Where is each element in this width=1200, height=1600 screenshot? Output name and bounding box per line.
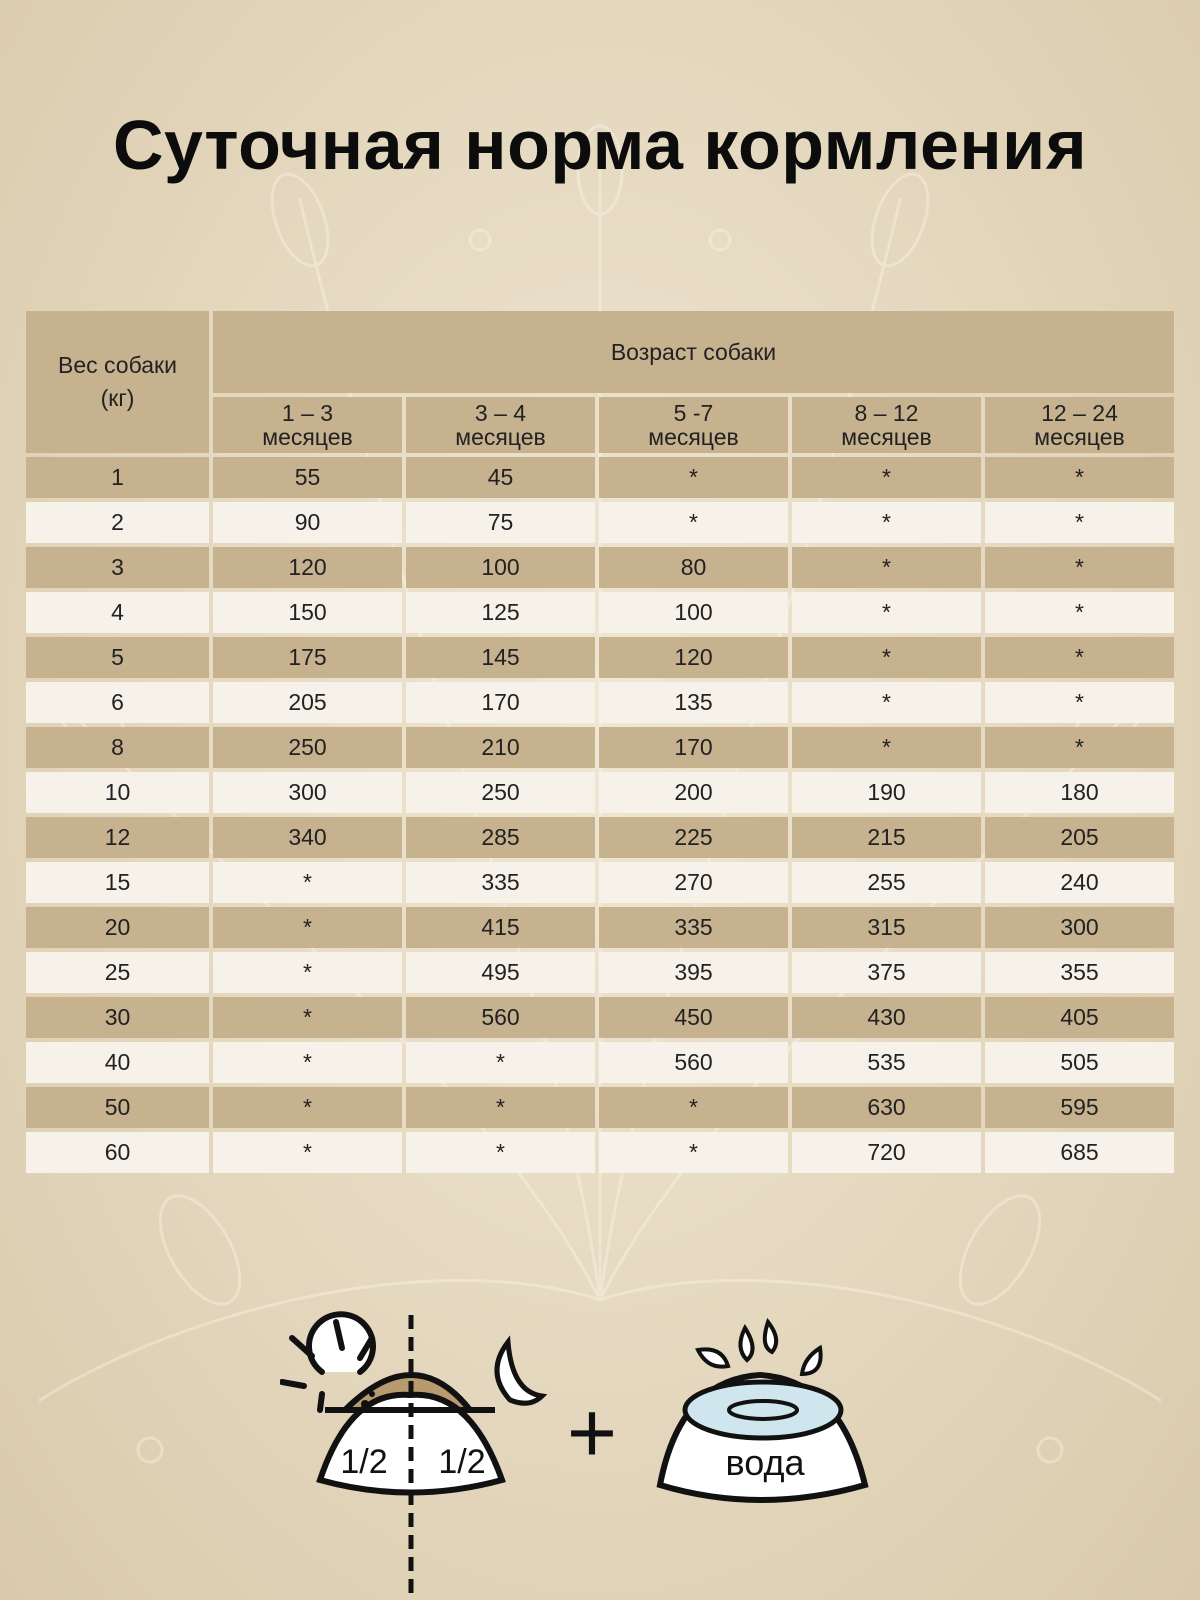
food-bowl-left-label: 1/2 <box>340 1443 388 1481</box>
weight-cell: 60 <box>26 1132 209 1173</box>
amount-cell: * <box>213 952 402 993</box>
amount-cell: * <box>599 1132 788 1173</box>
amount-cell: 595 <box>985 1087 1174 1128</box>
amount-cell: 560 <box>599 1042 788 1083</box>
amount-cell: 255 <box>792 862 981 903</box>
amount-cell: 45 <box>406 457 595 498</box>
amount-cell: 145 <box>406 637 595 678</box>
amount-cell: 340 <box>213 817 402 858</box>
weight-cell: 4 <box>26 592 209 633</box>
table-row <box>26 907 1174 948</box>
amount-cell: * <box>406 1132 595 1173</box>
table-row <box>26 727 1174 768</box>
weight-cell: 40 <box>26 1042 209 1083</box>
amount-cell: 200 <box>599 772 788 813</box>
weight-cell: 20 <box>26 907 209 948</box>
amount-cell: 210 <box>406 727 595 768</box>
amount-cell: * <box>213 907 402 948</box>
amount-cell: 430 <box>792 997 981 1038</box>
amount-cell: 720 <box>792 1132 981 1173</box>
table-row <box>26 592 1174 633</box>
amount-cell: * <box>985 547 1174 588</box>
amount-cell: 250 <box>213 727 402 768</box>
amount-cell: 170 <box>599 727 788 768</box>
weight-cell: 12 <box>26 817 209 858</box>
weight-cell: 30 <box>26 997 209 1038</box>
feeding-table <box>22 307 1178 1177</box>
amount-cell: * <box>213 1087 402 1128</box>
weight-cell: 15 <box>26 862 209 903</box>
amount-cell: 100 <box>599 592 788 633</box>
amount-cell: 685 <box>985 1132 1174 1173</box>
amount-cell: * <box>985 457 1174 498</box>
amount-cell: * <box>985 592 1174 633</box>
table-row <box>26 817 1174 858</box>
amount-cell: 505 <box>985 1042 1174 1083</box>
weight-cell: 50 <box>26 1087 209 1128</box>
table-row <box>26 1132 1174 1173</box>
amount-cell: 120 <box>213 547 402 588</box>
amount-cell: * <box>792 457 981 498</box>
table-row <box>26 1042 1174 1083</box>
amount-cell: * <box>213 1042 402 1083</box>
food-bowl-right-label: 1/2 <box>438 1443 486 1481</box>
amount-cell: 335 <box>406 862 595 903</box>
amount-cell: 395 <box>599 952 788 993</box>
amount-cell: 190 <box>792 772 981 813</box>
age-column-header: 12 – 24 месяцев <box>985 397 1174 453</box>
amount-cell: 300 <box>985 907 1174 948</box>
amount-cell: * <box>213 1132 402 1173</box>
amount-cell: * <box>599 502 788 543</box>
amount-cell: 90 <box>213 502 402 543</box>
amount-cell: * <box>213 862 402 903</box>
amount-cell: 630 <box>792 1087 981 1128</box>
feeding-illustration <box>280 1300 920 1600</box>
table-body <box>26 457 1174 1173</box>
amount-cell: 250 <box>406 772 595 813</box>
amount-cell: 180 <box>985 772 1174 813</box>
amount-cell: * <box>985 727 1174 768</box>
age-group-header: Возраст собаки <box>213 311 1174 393</box>
amount-cell: * <box>985 502 1174 543</box>
table-row <box>26 952 1174 993</box>
amount-cell: 415 <box>406 907 595 948</box>
amount-cell: 205 <box>213 682 402 723</box>
weight-cell: 1 <box>26 457 209 498</box>
amount-cell: 560 <box>406 997 595 1038</box>
amount-cell: 100 <box>406 547 595 588</box>
weight-cell: 5 <box>26 637 209 678</box>
amount-cell: * <box>792 727 981 768</box>
amount-cell: * <box>792 502 981 543</box>
amount-cell: * <box>792 682 981 723</box>
amount-cell: 355 <box>985 952 1174 993</box>
weight-cell: 25 <box>26 952 209 993</box>
amount-cell: 225 <box>599 817 788 858</box>
table-row <box>26 637 1174 678</box>
amount-cell: 125 <box>406 592 595 633</box>
weight-cell: 8 <box>26 727 209 768</box>
amount-cell: * <box>406 1087 595 1128</box>
age-column-header: 3 – 4 месяцев <box>406 397 595 453</box>
amount-cell: 135 <box>599 682 788 723</box>
amount-cell: 240 <box>985 862 1174 903</box>
amount-cell: 405 <box>985 997 1174 1038</box>
amount-cell: 300 <box>213 772 402 813</box>
amount-cell: * <box>406 1042 595 1083</box>
amount-cell: 215 <box>792 817 981 858</box>
table-row <box>26 862 1174 903</box>
weight-cell: 3 <box>26 547 209 588</box>
amount-cell: 75 <box>406 502 595 543</box>
table-row <box>26 547 1174 588</box>
amount-cell: * <box>792 637 981 678</box>
plus-sign: + <box>566 1385 618 1481</box>
weight-cell: 2 <box>26 502 209 543</box>
amount-cell: * <box>599 457 788 498</box>
table-row <box>26 502 1174 543</box>
amount-cell: 55 <box>213 457 402 498</box>
amount-cell: 150 <box>213 592 402 633</box>
moon-icon <box>497 1342 542 1403</box>
age-column-header: 5 -7 месяцев <box>599 397 788 453</box>
amount-cell: 535 <box>792 1042 981 1083</box>
water-bowl-label: вода <box>725 1442 805 1483</box>
amount-cell: 120 <box>599 637 788 678</box>
weight-column-header <box>26 311 209 453</box>
amount-cell: 375 <box>792 952 981 993</box>
amount-cell: 175 <box>213 637 402 678</box>
amount-cell: 335 <box>599 907 788 948</box>
amount-cell: 450 <box>599 997 788 1038</box>
amount-cell: * <box>985 682 1174 723</box>
amount-cell: 495 <box>406 952 595 993</box>
amount-cell: * <box>599 1087 788 1128</box>
amount-cell: * <box>213 997 402 1038</box>
table-row <box>26 1087 1174 1128</box>
table-row <box>26 682 1174 723</box>
amount-cell: 170 <box>406 682 595 723</box>
water-bowl-icon <box>660 1322 865 1500</box>
age-column-header: 1 – 3 месяцев <box>213 397 402 453</box>
page-title: Суточная норма кормления <box>112 106 1088 184</box>
age-column-header: 8 – 12 месяцев <box>792 397 981 453</box>
amount-cell: * <box>792 547 981 588</box>
table-row <box>26 457 1174 498</box>
amount-cell: 80 <box>599 547 788 588</box>
amount-cell: 285 <box>406 817 595 858</box>
weight-cell: 10 <box>26 772 209 813</box>
table-row <box>26 772 1174 813</box>
weight-header-line1: Вес собаки <box>58 352 177 378</box>
amount-cell: 205 <box>985 817 1174 858</box>
weight-header-line2: (кг) <box>100 385 135 411</box>
table-row <box>26 997 1174 1038</box>
amount-cell: * <box>792 592 981 633</box>
amount-cell: * <box>985 637 1174 678</box>
amount-cell: 315 <box>792 907 981 948</box>
weight-cell: 6 <box>26 682 209 723</box>
amount-cell: 270 <box>599 862 788 903</box>
